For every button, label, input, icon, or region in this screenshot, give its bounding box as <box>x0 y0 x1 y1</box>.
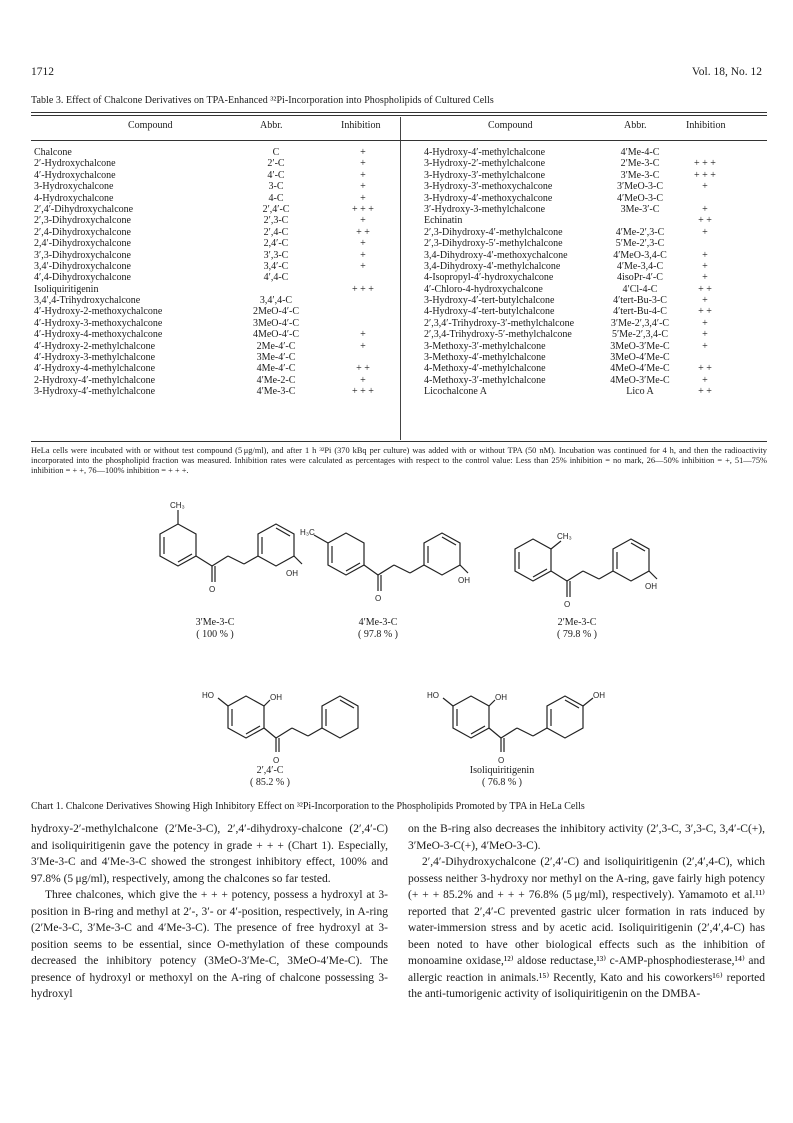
inhibition-grade <box>328 352 398 363</box>
compound-name: 3,4-Dihydroxy-4′-methylchalcone <box>424 260 561 272</box>
header-compound-left: Compound <box>128 120 173 131</box>
group-label: OH <box>495 693 507 702</box>
compound-abbr: 2′,4-C <box>263 226 289 238</box>
header-inhibition-left: Inhibition <box>341 120 381 131</box>
inhibition-grade: + <box>360 147 366 158</box>
inhibition-grade: + + <box>698 386 712 398</box>
structure-name: Isoliquiritigenin <box>469 765 535 776</box>
inhibition-grade <box>328 306 398 317</box>
group-label: H₃C <box>300 528 315 537</box>
structure-label <box>512 617 642 641</box>
compound-name: 3-Methoxy-4′-methylchalcone <box>424 352 546 364</box>
inhibition-grade: + <box>360 340 366 352</box>
group-label: OH <box>593 691 605 700</box>
compound-name: 2′-Hydroxychalcone <box>34 158 116 170</box>
compound-abbr: 3Me-3′-C <box>620 203 660 215</box>
body-column-right <box>408 821 765 1003</box>
compound-abbr: 2′,3-C <box>263 215 289 227</box>
compound-abbr: 4′Me-4-C <box>620 147 660 158</box>
compound-name: 3-Hydroxychalcone <box>34 181 114 193</box>
structure-name: 2′,4′-C <box>256 765 284 776</box>
inhibition-grade: + <box>360 158 366 170</box>
compound-abbr: 4Me-4′-C <box>256 363 296 375</box>
compound-name: 2′,3-Dihydroxy-5′-methylchalcone <box>424 238 563 250</box>
compound-name: 3,4′-Dihydroxychalcone <box>34 260 131 272</box>
inhibition-grade: + + <box>356 363 370 375</box>
inhibition-grade: + <box>360 374 366 386</box>
inhibition-grade: + <box>702 317 708 329</box>
page-number: 1712 <box>31 66 54 78</box>
group-label: OH <box>645 582 657 591</box>
structure-label <box>205 765 335 789</box>
structure-isoliquiritigenin <box>425 688 620 768</box>
group-label: HO <box>202 691 214 700</box>
compound-abbr: 3,4′,4-C <box>259 295 293 307</box>
compound-name: 3,4′,4-Trihydroxychalcone <box>34 295 141 307</box>
structure-name: 3′Me-3-C <box>195 617 235 628</box>
group-label: CH₃ <box>170 501 185 510</box>
table-bottom-rule <box>31 441 767 442</box>
compound-abbr: 2,4′-C <box>263 238 289 250</box>
structure-inhibition-value: ( 97.8 % ) <box>358 629 398 640</box>
table-footnote: HeLa cells were incubated with or without test compound (5 μg/ml), and after 1 h ³²Pi (370 kBq per culture) was added with or without TPA (50 nM). Incubation was continued for 4 h, and then the radioactivity incorporated into the phospholipid fraction was measured. Inhibition rates were calculated as percentages with respect to the control value: Less than 25% inhibition = no mark, 26—50% inhibition = +, 51—75% inhibition = + +, 76—100% inhibition = + + +. <box>31 446 767 476</box>
structure-label <box>150 617 280 641</box>
group-label: OH <box>270 693 282 702</box>
inhibition-grade: + <box>702 203 708 215</box>
compound-abbr <box>240 284 312 295</box>
inhibition-grade: + <box>360 249 366 261</box>
inhibition-grade: + <box>702 329 708 341</box>
structure-inhibition-value: ( 100 % ) <box>196 629 234 640</box>
compound-abbr: 4′MeO-3,4-C <box>613 249 667 261</box>
compound-name: 2′,3,4-Trihydroxy-5′-methylchalcone <box>424 329 572 341</box>
compound-name: 4-Methoxy-4′-methylchalcone <box>424 363 546 375</box>
compound-name: 4′-Hydroxy-2-methylchalcone <box>34 340 156 352</box>
header-abbr-right: Abbr. <box>624 120 647 131</box>
left-compound-column <box>34 147 162 398</box>
group-label: OH <box>458 576 470 585</box>
compound-abbr: 4MeO-4′-C <box>252 329 300 341</box>
compound-abbr: 4′MeO-3-C <box>616 192 664 204</box>
compound-name: 4-Hydroxy-4′-methylchalcone <box>424 147 546 158</box>
table-top-rule <box>31 112 767 113</box>
compound-name: 2′,4-Dihydroxychalcone <box>34 226 131 238</box>
inhibition-grade <box>670 352 740 363</box>
structure-inhibition-value: ( 79.8 % ) <box>557 629 597 640</box>
inhibition-grade: + + <box>698 215 712 227</box>
oxygen-label: O <box>273 756 280 765</box>
structure-inhibition-value: ( 85.2 % ) <box>250 777 290 788</box>
compound-name: 3-Hydroxy-3′-methylchalcone <box>424 169 546 181</box>
compound-name: 4′-Hydroxy-2-methoxychalcone <box>34 306 163 318</box>
left-abbr-column <box>240 147 312 398</box>
inhibition-grade: + <box>360 169 366 181</box>
inhibition-grade: + + + <box>694 169 716 181</box>
compound-abbr: 2Me-4′-C <box>256 340 296 352</box>
compound-name: 4-Hydroxychalcone <box>34 192 114 204</box>
inhibition-grade: + <box>360 329 366 341</box>
inhibition-grade: + <box>702 374 708 386</box>
compound-name: 3-Hydroxy-4′-methoxychalcone <box>424 192 553 204</box>
table-top-rule-2 <box>31 115 767 116</box>
body-paragraph: on the B-ring also decreases the inhibitory activity (2′,3-C, 3′,3-C, 3,4′-C(+), 3′MeO-3-C(+), 4′MeO-3-C). <box>408 823 765 852</box>
compound-abbr: 4′tert-Bu-3-C <box>613 295 667 307</box>
inhibition-grade <box>670 193 740 204</box>
right-compound-column <box>424 147 574 398</box>
inhibition-grade <box>670 238 740 249</box>
compound-abbr: 2′,4′-C <box>262 203 290 215</box>
compound-name: 3-Hydroxy-3′-methoxychalcone <box>424 181 553 193</box>
compound-name: 3′-Hydroxy-3-methylchalcone <box>424 203 546 215</box>
oxygen-label: O <box>564 600 571 609</box>
compound-name: Isoliquiritigenin <box>34 283 99 295</box>
inhibition-grade: + <box>702 295 708 307</box>
compound-name: 4′-Hydroxy-4-methylchalcone <box>34 363 156 375</box>
compound-abbr: 3MeO-3′Me-C <box>610 340 670 352</box>
compound-name: 4′-Hydroxychalcone <box>34 169 116 181</box>
compound-name: 4′-Hydroxy-3-methoxychalcone <box>34 317 163 329</box>
inhibition-grade <box>670 147 740 158</box>
inhibition-grade: + + <box>698 283 712 295</box>
oxygen-label: O <box>498 756 505 765</box>
inhibition-grade: + <box>702 340 708 352</box>
compound-abbr: 3′Me-3-C <box>620 169 660 181</box>
compound-name: 3-Hydroxy-4′-tert-butylchalcone <box>424 295 555 307</box>
structure-2-4-c <box>200 688 370 768</box>
compound-abbr: 5′Me-2′,3,4-C <box>611 329 669 341</box>
compound-name: 4′,4-Dihydroxychalcone <box>34 272 131 284</box>
structure-name: 2′Me-3-C <box>557 617 597 628</box>
compound-name: 4-Hydroxy-4′-tert-butylchalcone <box>424 306 555 318</box>
inhibition-grade: + <box>702 181 708 193</box>
inhibition-grade: + + + <box>352 203 374 215</box>
inhibition-grade: + <box>702 260 708 272</box>
compound-abbr: 4′Me-3-C <box>256 386 296 398</box>
structure-label <box>313 617 443 641</box>
compound-name: 3-Hydroxy-4′-methylchalcone <box>34 386 156 398</box>
compound-name: 4′-Hydroxy-4-methoxychalcone <box>34 329 163 341</box>
compound-name: 3-Methoxy-3′-methylchalcone <box>424 340 546 352</box>
compound-abbr: 5′Me-2′,3-C <box>615 238 665 250</box>
inhibition-grade: + <box>702 249 708 261</box>
inhibition-grade: + <box>360 192 366 204</box>
compound-name: Chalcone <box>34 147 72 158</box>
right-inhibition-column <box>670 147 740 398</box>
inhibition-grade: + <box>360 238 366 250</box>
compound-abbr: 3′MeO-3-C <box>616 181 664 193</box>
compound-name: 4-Methoxy-3′-methylchalcone <box>424 374 546 386</box>
body-paragraph: hydroxy-2′-methylchalcone (2′Me-3-C), 2′,4′-dihydroxy-chalcone (2′,4′-C) and isoliquiritigenin gave the potency in grade + + + (Chart 1). Especially, 3′Me-3-C and 4′Me-3-C showed the strongest inhibitory effect, 100% and 97.8% (5 μg/ml), respectively, among the chalcones so far tested. <box>31 823 388 885</box>
inhibition-grade: + + + <box>352 386 374 398</box>
compound-abbr: 2′Me-3-C <box>620 158 660 170</box>
compound-abbr: Lico A <box>626 386 654 398</box>
structure-4me-3-c <box>300 525 480 610</box>
compound-name: 4-Isopropyl-4′-hydroxychalcone <box>424 272 554 284</box>
compound-abbr: 3MeO-4′Me-C <box>610 352 670 364</box>
inhibition-grade <box>328 318 398 329</box>
compound-abbr: 4MeO-4′Me-C <box>610 363 670 375</box>
compound-abbr: 4′,4-C <box>263 272 289 284</box>
compound-abbr: 4′Cl-4-C <box>622 283 658 295</box>
compound-abbr: 3′Me-2′,3,4′-C <box>610 317 670 329</box>
compound-abbr: 4′tert-Bu-4-C <box>613 306 667 318</box>
compound-name: 2,4′-Dihydroxychalcone <box>34 238 131 250</box>
compound-name: 4′-Hydroxy-3-methylchalcone <box>34 352 156 364</box>
body-paragraph: 2′,4′-Dihydroxychalcone (2′,4′-C) and isoliquiritigenin (2′,4′,4-C), which possess neither 3-hydroxy nor methyl on the A-ring, gave fairly high potency (+ + + 85.2% and + + + 76.8% (5 μg/ml), respectively). Yamamoto et al.¹¹⁾ reported that 2′,4′-C prevented gastric ulcer formation in rats induced by water-immersion stress and by acetic acid. Isoliquiritigenin (2′,4′,4-C) has been noted to have other biological effects such as the inhibition of monoamine oxidase,¹²⁾ aldose reductase,¹³⁾ c-AMP-phosphodiesterase,¹⁴⁾ and allergic reaction in animals.¹⁵⁾ Recently, Kato and his coworkers¹⁶⁾ reported the anti-tumorigenic activity of isoliquiritigenin on the DMBA- <box>408 856 765 1000</box>
structure-label <box>437 765 567 789</box>
oxygen-label: O <box>209 585 216 594</box>
inhibition-grade: + <box>360 260 366 272</box>
chart-caption: Chart 1. Chalcone Derivatives Showing High Inhibitory Effect on ³²Pi-Incorporation to the Phospholipids Promoted by TPA in HeLa Cells <box>31 801 585 812</box>
table-title: Table 3. Effect of Chalcone Derivatives on TPA-Enhanced ³²Pi-Incorporation into Phospholipids of Cultured Cells <box>31 95 494 106</box>
compound-name: 2′,3-Dihydroxychalcone <box>34 215 131 227</box>
inhibition-grade: + <box>360 215 366 227</box>
structure-3me-3-c <box>140 501 310 600</box>
inhibition-grade: + + <box>356 226 370 238</box>
inhibition-grade: + + <box>698 306 712 318</box>
structure-name: 4′Me-3-C <box>358 617 398 628</box>
compound-abbr: 2′-C <box>267 158 285 170</box>
group-label: CH₃ <box>557 532 572 541</box>
header-inhibition-right: Inhibition <box>686 120 726 131</box>
compound-abbr: 4isoPr-4′-C <box>617 272 663 284</box>
compound-name: 2-Hydroxy-4′-methylchalcone <box>34 374 156 386</box>
compound-abbr: 4′Me-2-C <box>256 374 296 386</box>
compound-abbr: 4′Me-3,4-C <box>616 260 664 272</box>
header-abbr-left: Abbr. <box>260 120 283 131</box>
compound-abbr: 3Me-4′-C <box>256 352 296 364</box>
inhibition-grade <box>328 295 398 306</box>
header-compound-right: Compound <box>488 120 533 131</box>
inhibition-grade: + <box>702 226 708 238</box>
compound-name: 3,4-Dihydroxy-4′-methoxychalcone <box>424 249 568 261</box>
compound-name: 2′,4′-Dihydroxychalcone <box>34 203 134 215</box>
inhibition-grade: + + <box>698 363 712 375</box>
compound-abbr: 4MeO-3′Me-C <box>610 374 670 386</box>
compound-name: 2′,3-Dihydroxy-4′-methylchalcone <box>424 226 563 238</box>
compound-abbr <box>600 215 680 226</box>
compound-name: Licochalcone A <box>424 386 488 398</box>
compound-name: Echinatin <box>424 215 463 227</box>
table-header-rule <box>31 140 767 141</box>
group-label: HO <box>427 691 439 700</box>
compound-abbr: 2MeO-4′-C <box>252 306 300 318</box>
compound-abbr: 4′Me-2′,3-C <box>615 226 665 238</box>
table-column-divider <box>400 117 401 440</box>
compound-name: 2′,3,4′-Trihydroxy-3′-methylchalcone <box>424 317 575 329</box>
compound-abbr: 4′-C <box>267 169 285 181</box>
inhibition-grade: + + + <box>694 158 716 170</box>
compound-abbr: C <box>272 147 280 158</box>
body-paragraph: Three chalcones, which give the + + + potency, possess a hydroxyl at 3-position in B-ring and methyl at 2′-, 3′- or 4′-position, respectively, in A-ring (2′Me-3-C, 3′Me-3-C and 4′Me-3-C). The presence of free hydroxyl at 3-position seems to be essential, since O-methylation of these compounds decreased the inhibitory potency (3MeO-3′Me-C, 3MeO-4′Me-C). The presence of hydroxyl or methoxyl on the A-ring of chalcone possessing 3-hydroxyl <box>31 889 388 1000</box>
inhibition-grade: + <box>360 181 366 193</box>
body-column-left <box>31 821 388 1003</box>
inhibition-grade <box>328 272 398 283</box>
right-abbr-column <box>600 147 680 398</box>
left-inhibition-column <box>328 147 398 398</box>
compound-abbr: 3′,3-C <box>263 249 289 261</box>
compound-name: 4′-Chloro-4-hydroxychalcone <box>424 283 543 295</box>
structure-2me-3-c <box>505 527 675 612</box>
compound-abbr: 3-C <box>268 181 284 193</box>
compound-abbr: 3MeO-4′-C <box>252 317 300 329</box>
group-label: OH <box>286 569 298 578</box>
inhibition-grade: + + + <box>352 283 374 295</box>
compound-name: 3-Hydroxy-2′-methylchalcone <box>424 158 546 170</box>
inhibition-grade: + <box>702 272 708 284</box>
compound-abbr: 3,4′-C <box>263 260 289 272</box>
volume-info: Vol. 18, No. 12 <box>691 66 762 78</box>
structure-inhibition-value: ( 76.8 % ) <box>482 777 522 788</box>
compound-name: 3′,3-Dihydroxychalcone <box>34 249 131 261</box>
compound-abbr: 4-C <box>268 192 284 204</box>
oxygen-label: O <box>375 594 382 603</box>
